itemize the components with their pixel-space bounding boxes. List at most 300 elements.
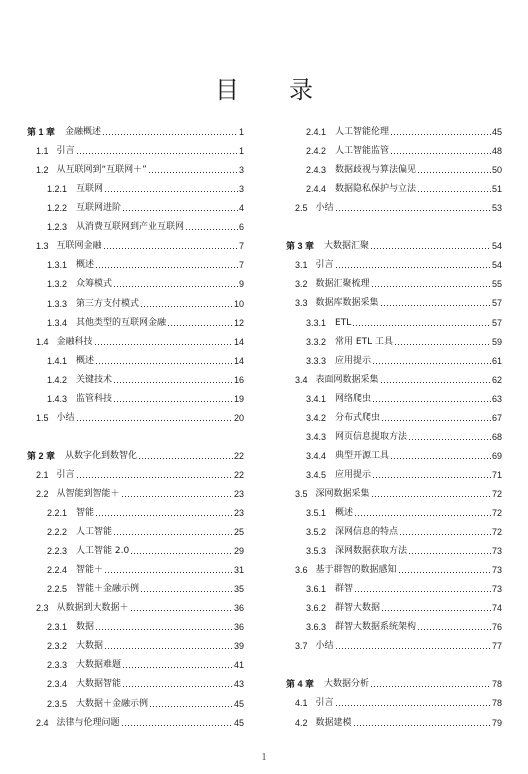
toc-chapter-entry[interactable] [27, 124, 244, 138]
toc-entry-page: 1 [238, 146, 244, 157]
toc-entry-title: 深网数据获取方法 [335, 546, 408, 556]
toc-entry[interactable] [27, 238, 244, 252]
toc-entry[interactable] [286, 429, 502, 443]
toc-entry-page: 7 [238, 241, 244, 252]
toc-entry-title: 引言 [315, 698, 334, 709]
toc-entry-title: 引言 [56, 469, 75, 480]
toc-entry-title: 从智能到智能＋ [56, 488, 120, 499]
leader-dots [113, 375, 233, 384]
toc-entry-page: 45 [233, 717, 244, 728]
toc-entry[interactable] [286, 715, 502, 729]
toc-entry-title: ETL [335, 317, 352, 328]
toc-entry-number: 1.1 [36, 146, 49, 157]
toc-entry-number: 1.2 [36, 165, 49, 176]
leader-dots [122, 660, 233, 669]
page-number: 1 [261, 752, 267, 763]
leader-dots [76, 146, 238, 155]
toc-entry-page: 22 [233, 450, 244, 461]
leader-dots [140, 584, 233, 593]
toc-entry-page: 14 [233, 336, 244, 347]
toc-entry-page: 57 [491, 317, 502, 328]
toc-entry[interactable] [286, 162, 502, 176]
toc-chapter-entry[interactable] [286, 238, 502, 252]
toc-entry-page: 78 [491, 698, 502, 709]
toc-entry[interactable] [27, 486, 244, 500]
toc-entry-page: 12 [233, 317, 244, 328]
toc-entry-page: 72 [491, 488, 502, 499]
leader-dots [335, 203, 491, 212]
toc-entry-number: 3.5.2 [306, 527, 327, 537]
toc-entry-page: 53 [491, 203, 502, 214]
toc-entry-title: 小结 [315, 641, 334, 652]
toc-entry[interactable] [286, 315, 502, 329]
toc-entry[interactable] [27, 315, 244, 329]
leader-dots [140, 299, 233, 308]
toc-entry[interactable] [27, 143, 244, 157]
leader-dots [138, 451, 233, 460]
leader-dots [121, 718, 233, 727]
toc-entry-title: 应用提示 [335, 469, 372, 480]
leader-dots [399, 527, 491, 536]
leader-dots [148, 165, 238, 174]
toc-entry[interactable] [286, 276, 502, 290]
leader-dots [370, 679, 491, 688]
toc-entry[interactable] [286, 372, 502, 386]
toc-entry-number: 3.3 [295, 298, 308, 309]
toc-entry[interactable] [286, 467, 502, 481]
toc-entry[interactable] [286, 334, 502, 348]
toc-entry-number: 3.3.2 [306, 336, 327, 347]
toc-entry[interactable] [286, 410, 502, 424]
toc-entry[interactable] [27, 562, 244, 576]
leader-dots [390, 146, 491, 155]
toc-entry[interactable] [27, 581, 244, 595]
toc-entry[interactable] [286, 181, 502, 195]
toc-entry-title: 互联网进阶 [76, 203, 122, 214]
toc-entry[interactable] [27, 524, 244, 538]
toc-entry-title: 数据库数据采集 [315, 298, 379, 309]
toc-entry-number: 2.2.4 [47, 565, 68, 576]
toc-entry-number: 1.3.2 [47, 279, 68, 290]
toc-entry-title: 智能 [76, 507, 95, 518]
leader-dots [372, 394, 491, 403]
toc-entry-number: 3.4.2 [306, 412, 327, 423]
toc-entry-page: 14 [233, 355, 244, 366]
toc-entry-number: 3.4.1 [306, 393, 327, 404]
toc-entry-number: 第 1 章 [27, 127, 56, 137]
toc-entry-number: 1.3.1 [47, 260, 68, 271]
leader-dots [335, 641, 491, 650]
toc-entry[interactable] [27, 372, 244, 386]
leader-dots [130, 546, 233, 555]
toc-entry-title: 人工智能 [76, 527, 113, 537]
leader-dots [417, 165, 491, 174]
toc-entry-number: 2.4.3 [306, 165, 327, 176]
toc-entry-page: 48 [491, 146, 502, 157]
toc-entry[interactable] [286, 581, 502, 595]
toc-entry[interactable] [286, 124, 502, 138]
toc-entry-page: 36 [233, 603, 244, 614]
toc-entry-page: 10 [233, 298, 244, 309]
leader-dots [408, 546, 491, 555]
leader-dots [417, 184, 491, 193]
toc-entry-page: 3 [238, 165, 244, 176]
toc-entry-number: 2.4.4 [306, 184, 327, 195]
toc-entry[interactable] [286, 391, 502, 405]
toc-entry-title: 应用提示 [335, 355, 372, 366]
leader-dots [408, 432, 491, 441]
toc-entry-number: 2.2.1 [47, 507, 68, 518]
toc-entry[interactable] [286, 638, 502, 652]
toc-entry-page: 62 [491, 374, 502, 385]
toc-entry-title: 网页信息提取方法 [335, 431, 408, 442]
toc-entry-page: 22 [233, 469, 244, 480]
page-title: 目录 [215, 76, 363, 104]
toc-entry-number: 3.6 [295, 565, 308, 576]
leader-dots [372, 470, 491, 479]
toc-entry-number: 3.7 [295, 641, 308, 652]
toc-entry-number: 2.2.2 [47, 527, 68, 537]
toc-entry-number: 3.4.4 [306, 450, 327, 461]
toc-entry-page: 36 [233, 622, 244, 633]
leader-dots [185, 222, 238, 231]
toc-entry-number: 3.4 [295, 374, 308, 385]
toc-entry-page: 31 [233, 565, 244, 576]
toc-entry[interactable] [27, 334, 244, 348]
toc-entry-title: 人工智能 2.0 [76, 546, 130, 556]
leader-dots [390, 451, 491, 460]
toc-entry-page: 35 [233, 584, 244, 595]
toc-entry-number: 2.3 [36, 603, 49, 614]
leader-dots [394, 337, 491, 346]
toc-entry-page: 4 [238, 203, 244, 214]
leader-dots [130, 603, 233, 612]
toc-entry-title: 概述 [335, 507, 354, 518]
leader-dots [354, 508, 491, 517]
leader-dots [102, 127, 238, 136]
toc-entry[interactable] [286, 143, 502, 157]
toc-entry-number: 2.2 [36, 488, 49, 499]
leader-dots [76, 470, 233, 479]
leader-dots [372, 356, 491, 365]
toc-entry-number: 2.3.5 [47, 698, 68, 709]
toc-entry[interactable] [27, 715, 244, 729]
toc-entry-title: 小结 [56, 412, 75, 423]
toc-entry-number: 1.4.2 [47, 374, 68, 385]
toc-entry-page: 67 [491, 412, 502, 423]
toc-entry[interactable] [27, 219, 244, 233]
leader-dots [380, 375, 491, 384]
toc-entry-number: 1.3 [36, 241, 49, 252]
toc-entry-page: 54 [491, 260, 502, 271]
toc-entry[interactable] [286, 695, 502, 709]
toc-entry-title: 大数据汇聚 [324, 241, 370, 252]
toc-entry-title: 其他类型的互联网金融 [76, 317, 167, 328]
toc-entry-title: 大数据 [76, 641, 104, 652]
toc-entry[interactable] [27, 505, 244, 519]
leader-dots [371, 279, 491, 288]
toc-entry-title: 群智大数据系统架构 [335, 622, 417, 633]
leader-dots [94, 337, 233, 346]
toc-entry-page: 45 [233, 698, 244, 709]
toc-entry[interactable] [286, 257, 502, 271]
toc-entry-page: 73 [491, 546, 502, 556]
toc-entry-page: 20 [233, 412, 244, 423]
toc-entry-page: 43 [233, 679, 244, 690]
leader-dots [122, 203, 238, 212]
toc-entry-title: 关键技术 [76, 374, 113, 385]
toc-entry-page: 72 [491, 507, 502, 518]
leader-dots [113, 394, 233, 403]
toc-entry-page: 72 [491, 527, 502, 537]
leader-dots [335, 698, 491, 707]
toc-entry-number: 第 2 章 [27, 450, 56, 461]
toc-entry-number: 1.4.3 [47, 393, 68, 404]
toc-entry[interactable] [27, 391, 244, 405]
toc-entry-title: 概述 [76, 260, 95, 271]
toc-entry-page: 61 [491, 355, 502, 366]
toc-entry-title: 群智 [335, 584, 354, 595]
toc-entry[interactable] [27, 181, 244, 195]
toc-entry-title: 群智大数据 [335, 603, 381, 614]
toc-entry-page: 23 [233, 488, 244, 499]
toc-entry-number: 2.3.1 [47, 622, 68, 633]
toc-entry-title: 从数据到大数据＋ [56, 603, 129, 614]
leader-dots [103, 241, 238, 250]
toc-entry-title: 智能＋金融示例 [76, 584, 140, 595]
toc-entry[interactable] [286, 619, 502, 633]
leader-dots [113, 279, 238, 288]
toc-entry-number: 3.3.3 [306, 355, 327, 366]
toc-entry-title: 法律与伦理问题 [56, 717, 120, 728]
toc-entry-title: 从消费互联网到产业互联网 [76, 222, 185, 233]
toc-entry-title: 大数据智能 [76, 679, 122, 690]
toc-entry-title: 基于群智的数据感知 [315, 565, 397, 576]
toc-entry[interactable] [27, 676, 244, 690]
toc-entry-title: 数据歧视与算法偏见 [335, 165, 417, 176]
toc-entry-page: 1 [238, 127, 244, 137]
toc-entry-page: 7 [238, 260, 244, 271]
toc-entry[interactable] [286, 448, 502, 462]
toc-entry-title: 大数据＋金融示例 [76, 698, 149, 709]
toc-entry[interactable] [27, 467, 244, 481]
toc-entry-number: 3.6.2 [306, 603, 327, 614]
toc-entry-title: 深网数据采集 [315, 488, 370, 499]
toc-entry-page: 55 [491, 279, 502, 290]
toc-entry-page: 59 [491, 336, 502, 347]
toc-entry-title: 人工智能伦理 [335, 127, 390, 137]
toc-entry-page: 74 [491, 603, 502, 614]
leader-dots [417, 622, 491, 631]
toc-entry-number: 第 3 章 [286, 241, 315, 252]
leader-dots [370, 241, 491, 250]
toc-entry-page: 23 [233, 507, 244, 518]
toc-entry-number: 2.4.1 [306, 127, 327, 137]
toc-entry-number: 4.1 [295, 698, 308, 709]
toc-entry[interactable] [27, 257, 244, 271]
toc-entry-number: 1.3.3 [47, 298, 68, 309]
toc-entry-page: 6 [238, 222, 244, 233]
toc-entry[interactable] [27, 638, 244, 652]
toc-entry-number: 3.1 [295, 260, 308, 271]
leader-dots [104, 641, 233, 650]
toc-entry[interactable] [27, 353, 244, 367]
toc-entry-title: 大数据难题 [76, 660, 122, 671]
toc-entry-title: 数据 [76, 622, 95, 633]
toc-entry[interactable] [27, 410, 244, 424]
toc-entry[interactable] [286, 486, 502, 500]
leader-dots [381, 603, 491, 612]
leader-dots [113, 527, 233, 536]
toc-entry-page: 9 [238, 279, 244, 290]
toc-entry-number: 2.2.3 [47, 546, 68, 556]
toc-entry-number: 3.3.1 [306, 317, 327, 328]
toc-entry-title: 数据隐私保护与立法 [335, 184, 417, 195]
toc-entry-title: 金融科技 [56, 336, 93, 347]
toc-entry-title: 小结 [315, 203, 334, 214]
toc-entry[interactable] [27, 657, 244, 671]
toc-entry-number: 2.3.4 [47, 679, 68, 690]
toc-entry-number: 3.5 [295, 488, 308, 499]
toc-entry[interactable] [286, 524, 502, 538]
toc-entry-title: 众筹模式 [76, 279, 113, 290]
toc-entry-title: 引言 [56, 146, 75, 157]
toc-entry-title: 典型开源工具 [335, 450, 390, 461]
toc-entry-page: 25 [233, 527, 244, 537]
toc-entry[interactable] [286, 353, 502, 367]
toc-entry-number: 1.3.4 [47, 317, 68, 328]
toc-entry-page: 73 [491, 584, 502, 595]
toc-entry-number: 3.5.1 [306, 507, 327, 518]
toc-entry-page: 73 [491, 565, 502, 576]
toc-entry[interactable] [27, 200, 244, 214]
toc-entry-number: 2.4 [36, 717, 49, 728]
toc-entry-title: 概述 [76, 355, 95, 366]
leader-dots [104, 184, 238, 193]
toc-entry-number: 2.5 [295, 203, 308, 214]
toc-entry[interactable] [286, 295, 502, 309]
toc-entry-number: 1.2.2 [47, 203, 68, 214]
toc-entry-page: 41 [233, 660, 244, 671]
toc-entry-title: 数据汇聚梳理 [315, 279, 370, 290]
toc-entry-page: 39 [233, 641, 244, 652]
toc-entry-number: 第 4 章 [286, 679, 315, 690]
toc-entry-page: 3 [238, 184, 244, 195]
toc-entry[interactable] [286, 200, 502, 214]
leader-dots [95, 508, 233, 517]
toc-entry-number: 2.3.3 [47, 660, 68, 671]
leader-dots [121, 489, 233, 498]
toc-entry-title: 深网信息的特点 [335, 527, 399, 537]
toc-entry[interactable] [286, 543, 502, 557]
toc-entry-page: 68 [491, 431, 502, 442]
leader-dots [353, 718, 491, 727]
toc-entry-page: 77 [491, 641, 502, 652]
leader-dots [390, 127, 491, 136]
toc-entry-title: 分布式爬虫 [335, 412, 381, 423]
toc-entry-number: 2.2.5 [47, 584, 68, 595]
toc-entry-page: 57 [491, 298, 502, 309]
toc-entry[interactable] [27, 696, 244, 710]
leader-dots [167, 318, 233, 327]
leader-dots [380, 298, 491, 307]
toc-entry-title: 互联网 [76, 184, 104, 195]
leader-dots [381, 413, 491, 422]
toc-chapter-entry[interactable] [27, 448, 244, 462]
toc-entry-page: 78 [491, 679, 502, 690]
toc-entry-number: 2.4.2 [306, 146, 327, 157]
toc-entry-number: 1.2.3 [47, 222, 68, 233]
leader-dots [398, 565, 491, 574]
toc-entry-page: 54 [491, 241, 502, 252]
toc-entry-number: 1.5 [36, 412, 49, 423]
toc-entry-title: 引言 [315, 260, 334, 271]
leader-dots [335, 260, 491, 269]
leader-dots [95, 260, 238, 269]
leader-dots [354, 584, 491, 593]
toc-entry-page: 76 [491, 622, 502, 633]
toc-entry-number: 2.1 [36, 469, 49, 480]
toc-entry-title: 人工智能监管 [335, 146, 390, 157]
toc-entry-page: 16 [233, 374, 244, 385]
leader-dots [104, 565, 233, 574]
toc-entry-number: 3.4.3 [306, 431, 327, 442]
toc-entry-title: 第三方支付模式 [76, 298, 140, 309]
leader-dots [122, 679, 233, 688]
toc-entry-page: 51 [491, 184, 502, 195]
toc-entry-number: 1.2.1 [47, 184, 68, 195]
toc-entry-title: 互联网金融 [56, 241, 102, 252]
toc-entry-page: 63 [491, 393, 502, 404]
toc-entry-number: 3.4.5 [306, 469, 327, 480]
toc-entry-number: 4.2 [295, 717, 308, 728]
toc-entry-number: 3.2 [295, 279, 308, 290]
toc-entry-number: 3.6.1 [306, 584, 327, 595]
toc-entry-title: 从互联网到“互联网＋” [56, 165, 147, 176]
toc-entry-page: 71 [491, 469, 502, 480]
toc-entry[interactable] [27, 543, 244, 557]
leader-dots [95, 622, 233, 631]
toc-entry[interactable] [286, 600, 502, 614]
toc-entry-number: 1.4 [36, 336, 49, 347]
toc-entry-title: 常用 ETL 工具 [335, 336, 393, 347]
toc-entry-page: 45 [491, 127, 502, 137]
toc-entry-title: 监管科技 [76, 393, 113, 404]
toc-entry-title: 智能＋ [76, 565, 104, 576]
toc-entry[interactable] [27, 276, 244, 290]
toc-entry-number: 1.4.1 [47, 355, 68, 366]
toc-entry-page: 79 [491, 717, 502, 728]
toc-entry[interactable] [286, 505, 502, 519]
toc-entry[interactable] [27, 619, 244, 633]
toc-entry-page: 50 [491, 165, 502, 176]
toc-entry-page: 19 [233, 393, 244, 404]
toc-entry[interactable] [27, 600, 244, 614]
toc-entry-number: 3.6.3 [306, 622, 327, 633]
toc-entry-page: 29 [233, 546, 244, 556]
toc-entry-title: 金融概述 [65, 127, 102, 137]
toc-entry-title: 网络爬虫 [335, 393, 372, 404]
toc-entry-number: 2.3.2 [47, 641, 68, 652]
toc-chapter-entry[interactable] [286, 676, 502, 690]
toc-entry[interactable] [286, 562, 502, 576]
leader-dots [149, 699, 233, 708]
toc-entry-title: 大数据分析 [324, 679, 370, 690]
toc-entry-number: 3.5.3 [306, 546, 327, 556]
toc-entry[interactable] [27, 296, 244, 310]
toc-entry-page: 69 [491, 450, 502, 461]
toc-entry[interactable] [27, 162, 244, 176]
